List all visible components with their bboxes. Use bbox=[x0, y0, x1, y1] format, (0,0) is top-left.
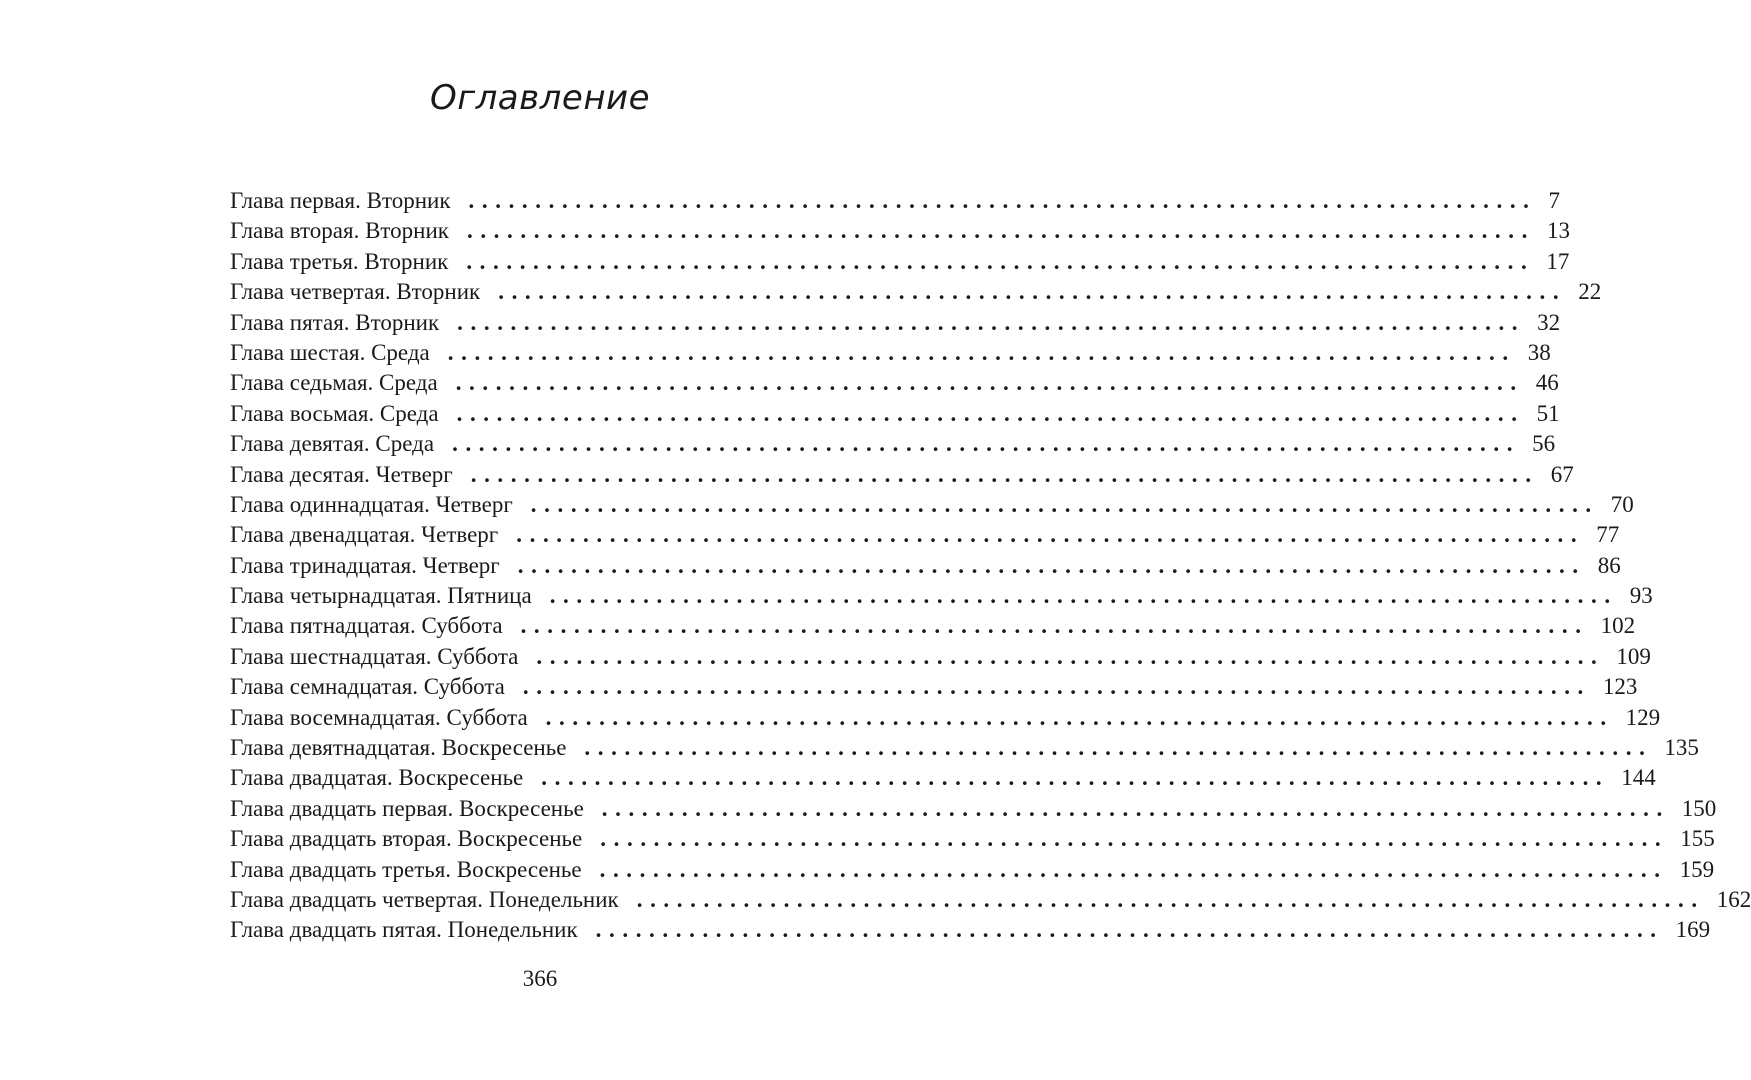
dot-leader: ................................................................................ bbox=[545, 704, 1614, 730]
page-title: Оглавление bbox=[429, 78, 651, 118]
toc-entry bbox=[230, 763, 1656, 793]
toc-entry bbox=[230, 490, 1634, 520]
toc-entry-title: Глава двадцать третья. Воскресенье bbox=[230, 856, 582, 882]
toc-entry-title: Глава пятнадцатая. Суббота bbox=[230, 613, 503, 639]
toc-entry bbox=[230, 824, 1715, 854]
toc-entry-page: 70 bbox=[1610, 491, 1634, 517]
toc-entry-title: Глава девятая. Среда bbox=[230, 431, 435, 457]
toc-entry-page: 135 bbox=[1664, 735, 1699, 761]
toc-entry-title: Глава двадцать вторая. Воскресенье bbox=[230, 826, 583, 852]
dot-leader: ................................................................................ bbox=[466, 218, 1535, 244]
page-number: 366 bbox=[522, 966, 558, 991]
toc-entry bbox=[230, 551, 1621, 581]
toc-entry bbox=[230, 520, 1620, 550]
toc-entry bbox=[230, 581, 1653, 611]
toc-entry-title: Глава двадцать четвертая. Понедельник bbox=[230, 886, 619, 912]
toc-entry-title: Глава третья. Вторник bbox=[230, 248, 449, 274]
toc-entry bbox=[230, 703, 1661, 733]
toc-entry bbox=[230, 186, 1561, 216]
toc-entry bbox=[230, 308, 1561, 338]
dot-leader: ................................................................................ bbox=[470, 461, 1539, 487]
toc-entry-title: Глава двенадцатая. Четверг bbox=[230, 522, 499, 548]
dot-leader: ................................................................................ bbox=[522, 674, 1591, 700]
toc-entry bbox=[230, 399, 1560, 429]
dot-leader: ................................................................................ bbox=[584, 735, 1653, 761]
toc-entry-page: 129 bbox=[1625, 704, 1661, 730]
toc-entry bbox=[230, 885, 1751, 915]
toc-entry-page: 86 bbox=[1597, 552, 1621, 578]
toc-entry bbox=[230, 338, 1551, 368]
toc-entry bbox=[230, 247, 1570, 277]
toc-entry-page: 46 bbox=[1535, 370, 1559, 396]
toc-entry-title: Глава пятая. Вторник bbox=[230, 309, 440, 335]
toc-entry bbox=[230, 216, 1570, 246]
toc-entry-title: Глава двадцать первая. Воскресенье bbox=[230, 795, 584, 821]
dot-leader: ................................................................................ bbox=[595, 917, 1664, 943]
toc-entry-page: 51 bbox=[1536, 400, 1560, 426]
toc-entry bbox=[230, 733, 1699, 763]
toc-entry-title: Глава восьмая. Среда bbox=[230, 400, 439, 426]
dot-leader: ................................................................................ bbox=[600, 826, 1669, 852]
dot-leader: ................................................................................ bbox=[447, 339, 1516, 365]
dot-leader: ................................................................................ bbox=[456, 400, 1525, 426]
toc-entry bbox=[230, 642, 1651, 672]
table-of-contents bbox=[230, 186, 1751, 946]
dot-leader: ................................................................................ bbox=[468, 188, 1537, 213]
dot-leader: ................................................................................ bbox=[516, 522, 1585, 548]
toc-entry-title: Глава четвертая. Вторник bbox=[230, 279, 481, 305]
toc-entry-title: Глава седьмая. Среда bbox=[230, 370, 438, 396]
toc-entry-page: 38 bbox=[1527, 339, 1551, 365]
toc-entry-page: 67 bbox=[1550, 461, 1574, 487]
toc-entry-page: 13 bbox=[1546, 218, 1570, 244]
dot-leader: ................................................................................ bbox=[520, 613, 1589, 639]
toc-entry bbox=[230, 429, 1556, 459]
toc-entry bbox=[230, 794, 1717, 824]
toc-entry-page: 144 bbox=[1621, 765, 1656, 791]
toc-entry bbox=[230, 611, 1636, 641]
dot-leader: ................................................................................ bbox=[498, 279, 1567, 305]
dot-leader: ................................................................................ bbox=[601, 795, 1670, 821]
toc-entry bbox=[230, 915, 1711, 945]
dot-leader: ................................................................................ bbox=[457, 309, 1526, 335]
toc-entry bbox=[230, 368, 1559, 398]
toc-entry-title: Глава шестнадцатая. Суббота bbox=[230, 643, 519, 669]
toc-entry-page: 162 bbox=[1716, 886, 1751, 912]
toc-entry-page: 159 bbox=[1679, 856, 1715, 882]
toc-entry-title: Глава одиннадцатая. Четверг bbox=[230, 491, 513, 517]
dot-leader: ................................................................................ bbox=[536, 643, 1605, 669]
dot-leader: ................................................................................ bbox=[541, 765, 1610, 791]
toc-entry-page: 32 bbox=[1537, 309, 1561, 335]
toc-entry-page: 7 bbox=[1548, 188, 1561, 213]
toc-entry-title: Глава двадцатая. Воскресенье bbox=[230, 765, 524, 791]
dot-leader: ................................................................................ bbox=[466, 248, 1535, 274]
toc-entry-page: 93 bbox=[1629, 583, 1653, 609]
dot-leader: ................................................................................ bbox=[599, 856, 1668, 882]
toc-entry-page: 102 bbox=[1600, 613, 1636, 639]
toc-entry bbox=[230, 672, 1638, 702]
toc-entry bbox=[230, 855, 1715, 885]
toc-entry-title: Глава десятая. Четверг bbox=[230, 461, 453, 487]
toc-entry-title: Глава семнадцатая. Суббота bbox=[230, 674, 505, 700]
dot-leader: ................................................................................ bbox=[517, 552, 1586, 578]
toc-entry-page: 155 bbox=[1680, 826, 1715, 852]
dot-leader: ................................................................................ bbox=[636, 886, 1705, 912]
toc-entry-page: 169 bbox=[1675, 917, 1711, 943]
toc-entry-title: Глава девятнадцатая. Воскресенье bbox=[230, 735, 567, 761]
toc-entry-title: Глава вторая. Вторник bbox=[230, 218, 449, 244]
toc-entry-page: 17 bbox=[1546, 248, 1570, 274]
dot-leader: ................................................................................ bbox=[549, 583, 1618, 609]
toc-entry-title: Глава четырнадцатая. Пятница bbox=[230, 583, 532, 609]
toc-entry bbox=[230, 277, 1602, 307]
toc-entry-title: Глава тринадцатая. Четверг bbox=[230, 552, 500, 578]
toc-entry-title: Глава первая. Вторник bbox=[230, 188, 451, 213]
toc-entry bbox=[230, 460, 1574, 490]
toc-entry-page: 109 bbox=[1616, 643, 1651, 669]
toc-entry-page: 22 bbox=[1578, 279, 1602, 305]
toc-entry-page: 123 bbox=[1602, 674, 1638, 700]
toc-entry-title: Глава восемнадцатая. Суббота bbox=[230, 704, 528, 730]
dot-leader: ................................................................................ bbox=[455, 370, 1524, 396]
dot-leader: ................................................................................ bbox=[530, 491, 1599, 517]
toc-entry-page: 56 bbox=[1532, 431, 1556, 457]
toc-entry-title: Глава шестая. Среда bbox=[230, 339, 430, 365]
toc-entry-page: 77 bbox=[1596, 522, 1620, 548]
toc-entry-page: 150 bbox=[1681, 795, 1717, 821]
toc-entry-title: Глава двадцать пятая. Понедельник bbox=[230, 917, 578, 943]
dot-leader: ................................................................................ bbox=[452, 431, 1521, 457]
